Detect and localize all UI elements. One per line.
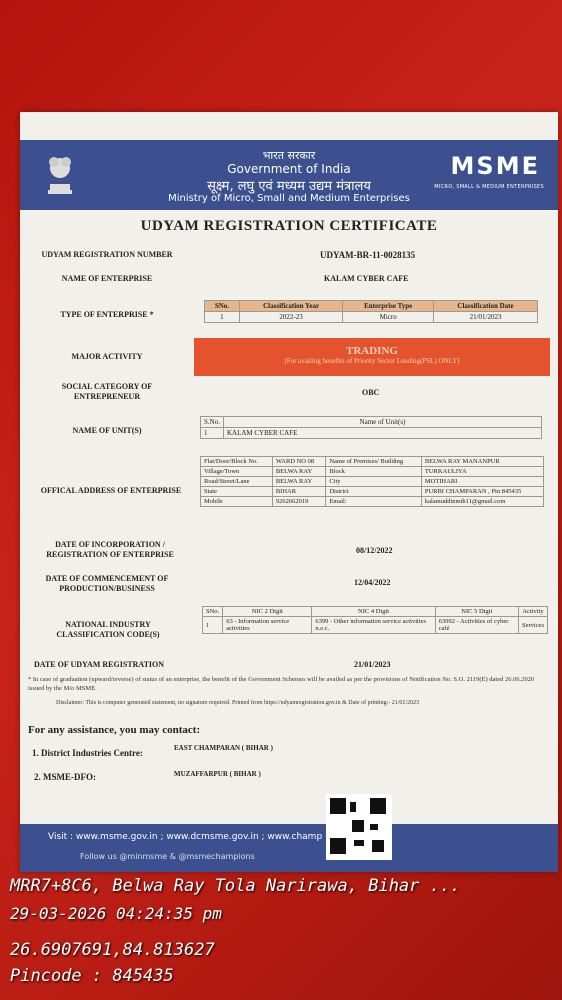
units-header-sno: S.No. — [201, 417, 224, 428]
address-cell: 9262662019 — [272, 497, 325, 507]
nic-header-2: NIC 2 Digit — [223, 607, 312, 617]
address-row — [201, 497, 544, 507]
commencement-label: DATE OF COMMENCEMENT OF PRODUCTION/BUSINESS — [45, 574, 169, 593]
dfo-value: MUZAFFARPUR ( BIHAR ) — [174, 770, 261, 778]
activity-note: [For availing benefits of Priority Sector Lending(PSL) ONLY] — [284, 357, 460, 365]
units-label: NAME OF UNIT(S) — [72, 426, 142, 435]
footer-visit-text: Visit : www.msme.gov.in ; www.dcmsme.gov.in ; www.champ — [48, 832, 323, 842]
address-cell: Flat/Door/Block No. — [201, 457, 273, 467]
address-cell: Email: — [326, 497, 422, 507]
type-header-sno: SNo. — [205, 301, 240, 312]
qr-code-icon — [326, 794, 392, 860]
address-cell: BIHAR — [272, 487, 325, 497]
udyam-date-label: DATE OF UDYAM REGISTRATION — [34, 660, 165, 669]
address-cell: MOTIHARI — [421, 477, 543, 487]
dic-value: EAST CHAMPARAN ( BIHAR ) — [174, 744, 273, 752]
nic-table — [202, 606, 548, 634]
address-cell: BELWA RAY — [272, 477, 325, 487]
address-cell: TURKAULIYA — [421, 467, 543, 477]
msme-logo-subtitle: MICRO, SMALL & MEDIUM ENTERPRISES — [434, 184, 544, 190]
address-cell: District — [326, 487, 422, 497]
activity-label: MAJOR ACTIVITY — [71, 352, 143, 361]
gov-text: Government of India — [227, 162, 351, 176]
type-header-date: Classification Date — [434, 301, 538, 312]
units-cell-sno: 1 — [201, 428, 224, 439]
type-header-year: Classification Year — [239, 301, 342, 312]
address-cell: PURBI CHAMPARAN , Pin 845435 — [421, 487, 543, 497]
address-cell: Block — [326, 467, 422, 477]
address-cell: City — [326, 477, 422, 487]
overlay-coordinates: 26.6907691,84.813627 — [10, 940, 215, 960]
nic-label: NATIONAL INDUSTRY CLASSIFICATION CODE(S) — [56, 620, 160, 639]
address-cell: Village/Town — [201, 467, 273, 477]
incorporation-label: DATE OF INCORPORATION / REGISTRATION OF ENTERPRISE — [46, 540, 174, 559]
enterprise-value: KALAM CYBER CAFE — [324, 274, 409, 283]
activity-value: TRADING — [346, 345, 398, 357]
msme-logo: MSME — [450, 152, 540, 180]
type-cell-date: 21/01/2023 — [434, 312, 538, 323]
dfo-label: 2. MSME-DFO: — [34, 772, 96, 782]
dic-label: 1. District Industries Centre: — [32, 748, 143, 758]
nic-cell-2: 63 - Information service activities — [223, 617, 312, 634]
type-cell-year: 2022-23 — [239, 312, 342, 323]
address-cell: Road/Street/Lane — [201, 477, 273, 487]
header-banner — [20, 140, 558, 210]
address-cell: BELWA RAY — [272, 467, 325, 477]
units-header-name: Name of Unit(s) — [223, 417, 541, 428]
nic-header-activity: Activity — [518, 607, 547, 617]
address-cell: Name of Premises/ Building — [326, 457, 422, 467]
units-cell-name: KALAM CYBER CAFE — [223, 428, 541, 439]
address-cell: Mobile — [201, 497, 273, 507]
nic-header-5: NIC 5 Digit — [435, 607, 518, 617]
address-label: OFFICAL ADDRESS OF ENTERPRISE — [40, 486, 182, 495]
registration-label: UDYAM REGISTRATION NUMBER — [41, 250, 173, 259]
address-row — [201, 467, 544, 477]
type-cell-etype: Micro — [343, 312, 434, 323]
footer-follow-text: Follow us @minmsme & @msmechampions — [80, 852, 255, 861]
address-cell: WARD NO 08 — [272, 457, 325, 467]
nic-header-sno: SNo. — [203, 607, 223, 617]
address-cell: State — [201, 487, 273, 497]
address-table — [200, 456, 544, 507]
nic-cell-activity: Services — [518, 617, 547, 634]
address-cell: kalamuddinmth11@gmail.com — [421, 497, 543, 507]
address-cell: BELWA RAY MANANPUR — [421, 457, 543, 467]
udyam-date-value: 21/01/2023 — [354, 660, 391, 669]
assistance-heading: For any assistance, you may contact: — [28, 724, 201, 736]
certificate-title: UDYAM REGISTRATION CERTIFICATE — [140, 218, 438, 234]
overlay-pincode: Pincode : 845435 — [10, 966, 174, 986]
enterprise-label: NAME OF ENTERPRISE — [61, 274, 153, 283]
nic-header-4: NIC 4 Digit — [312, 607, 435, 617]
hindi-gov-text: भारत सरकार — [262, 149, 316, 162]
nic-cell-5: 63992 - Activities of cyber café — [435, 617, 518, 634]
incorporation-value: 08/12/2022 — [356, 546, 393, 555]
units-table — [200, 416, 542, 439]
type-label: TYPE OF ENTERPRISE * — [60, 310, 154, 319]
type-header-etype: Enterprise Type — [343, 301, 434, 312]
overlay-datetime: 29-03-2026 04:24:35 pm — [10, 904, 222, 923]
nic-cell-4: 6399 - Other information service activities n.e.c. — [312, 617, 435, 634]
address-row — [201, 487, 544, 497]
social-label: SOCIAL CATEGORY OF ENTREPRENEUR — [61, 382, 153, 401]
activity-box — [194, 338, 550, 376]
commencement-value: 12/04/2022 — [354, 578, 391, 587]
registration-value: UDYAM-BR-11-0028135 — [320, 250, 416, 260]
nic-cell-sno: 1 — [203, 617, 223, 634]
type-cell-sno: 1 — [205, 312, 240, 323]
type-table — [204, 300, 538, 323]
ministry-text: Ministry of Micro, Small and Medium Enterprises — [168, 193, 410, 204]
disclaimer: Disclaimer: This is computer generated statement, no signature required. Printed from https://udyamregistration.gov.in & Date of printing:- 21/01/2023 — [56, 700, 420, 706]
address-row — [201, 477, 544, 487]
social-value: OBC — [362, 388, 380, 397]
hindi-ministry-text: सूक्ष्म, लघु एवं मध्यम उद्यम मंत्रालय — [207, 179, 371, 194]
certificate-sheet — [20, 112, 558, 872]
overlay-address: MRR7+8C6, Belwa Ray Tola Narirawa, Bihar ... — [10, 876, 461, 896]
address-row — [201, 457, 544, 467]
footnote: * In case of graduation (upward/reverse) of status of an enterprise, the benefit of the Government Schemes will be availed as per the provisions of Notification No. S.O. 2119(E) dated 26.06.2020 issued by the M/o MSME. — [28, 676, 535, 692]
footer-banner — [20, 824, 558, 872]
